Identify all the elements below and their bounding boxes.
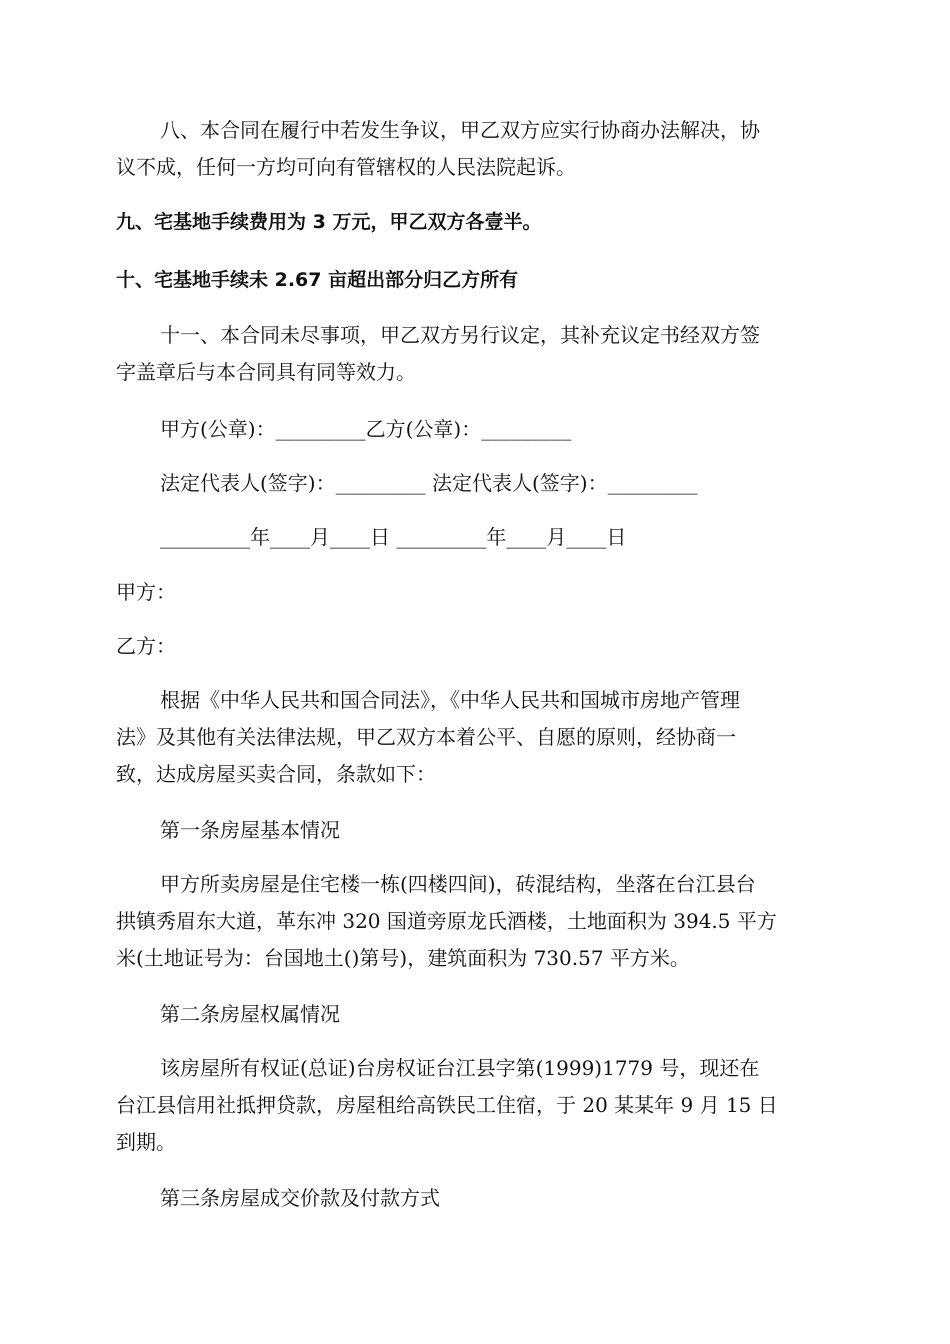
clause-11: [160, 317, 880, 354]
preamble-line-2: 法》及其他有关法律法规，甲乙双方本着公平、自愿的原则，经协商一: [116, 725, 736, 749]
preamble-line-1: 根据《中华人民共和国合同法》，《中华人民共和国城市房地产管理: [160, 688, 740, 712]
clause-8-line-1: 八、本合同在履行中若发生争议，甲乙双方应实行协商办法解决，协: [160, 118, 760, 142]
article-1-line-1: 甲方所卖房屋是住宅楼一栋(四楼四间)，砖混结构，坐落在台江县台: [160, 872, 756, 896]
article-1-line-2: 拱镇秀眉东大道，革东冲 320 国道旁原龙氏酒楼，土地面积为 394.5 平方: [116, 909, 777, 933]
article-1-title: 第一条房屋基本情况: [160, 818, 340, 842]
preamble-line-3: 致，达成房屋买卖合同，条款如下：: [116, 762, 436, 786]
article-2-line-2: 台江县信用社抵押贷款，房屋租给高铁民工住宿，于 20 某某年 9 月 15 日: [116, 1093, 778, 1117]
clause-11-line-1: 十一、本合同未尽事项，甲乙双方另行议定，其补充议定书经双方签: [160, 323, 760, 347]
article-2-title: 第二条房屋权属情况: [160, 1002, 340, 1026]
article-1-body: [160, 866, 880, 903]
clause-9: 九、宅基地手续费用为 3 万元，甲乙双方各壹半。: [116, 211, 542, 233]
article-1-line-3: 米(土地证号为：台国地土()第号)，建筑面积为 730.57 平方米。: [116, 946, 690, 970]
article-3-title: 第三条房屋成交价款及付款方式: [160, 1186, 440, 1210]
clause-11-line-2: 字盖章后与本合同具有同等效力。: [116, 360, 416, 384]
preamble-cont: [116, 719, 836, 793]
article-2-line-1: 该房屋所有权证(总证)台房权证台江县字第(1999)1779 号，现还在: [160, 1056, 760, 1080]
article-2-body-cont: [116, 1087, 836, 1161]
article-2-body: [160, 1050, 880, 1087]
preamble: [160, 682, 880, 719]
party-a-label: 甲方：: [116, 580, 176, 604]
article-2-line-3: 到期。: [116, 1130, 176, 1154]
clause-8-cont: [116, 149, 836, 186]
clause-10: 十、宅基地手续未 2.67 亩超出部分归乙方所有: [116, 269, 519, 291]
article-1-body-cont: [116, 903, 836, 977]
signature-date-line: _________年____月____日 _________年____月____日: [160, 525, 627, 549]
party-b-label: 乙方：: [116, 634, 176, 658]
clause-8: [160, 112, 880, 149]
clause-11-cont: [116, 354, 836, 391]
clause-8-line-2: 议不成，任何一方均可向有管辖权的人民法院起诉。: [116, 155, 576, 179]
signature-seal-line: 甲方(公章)：_________乙方(公章)：_________: [160, 417, 572, 441]
signature-representative-line: 法定代表人(签字)：_________ 法定代表人(签字)：_________: [160, 471, 698, 495]
